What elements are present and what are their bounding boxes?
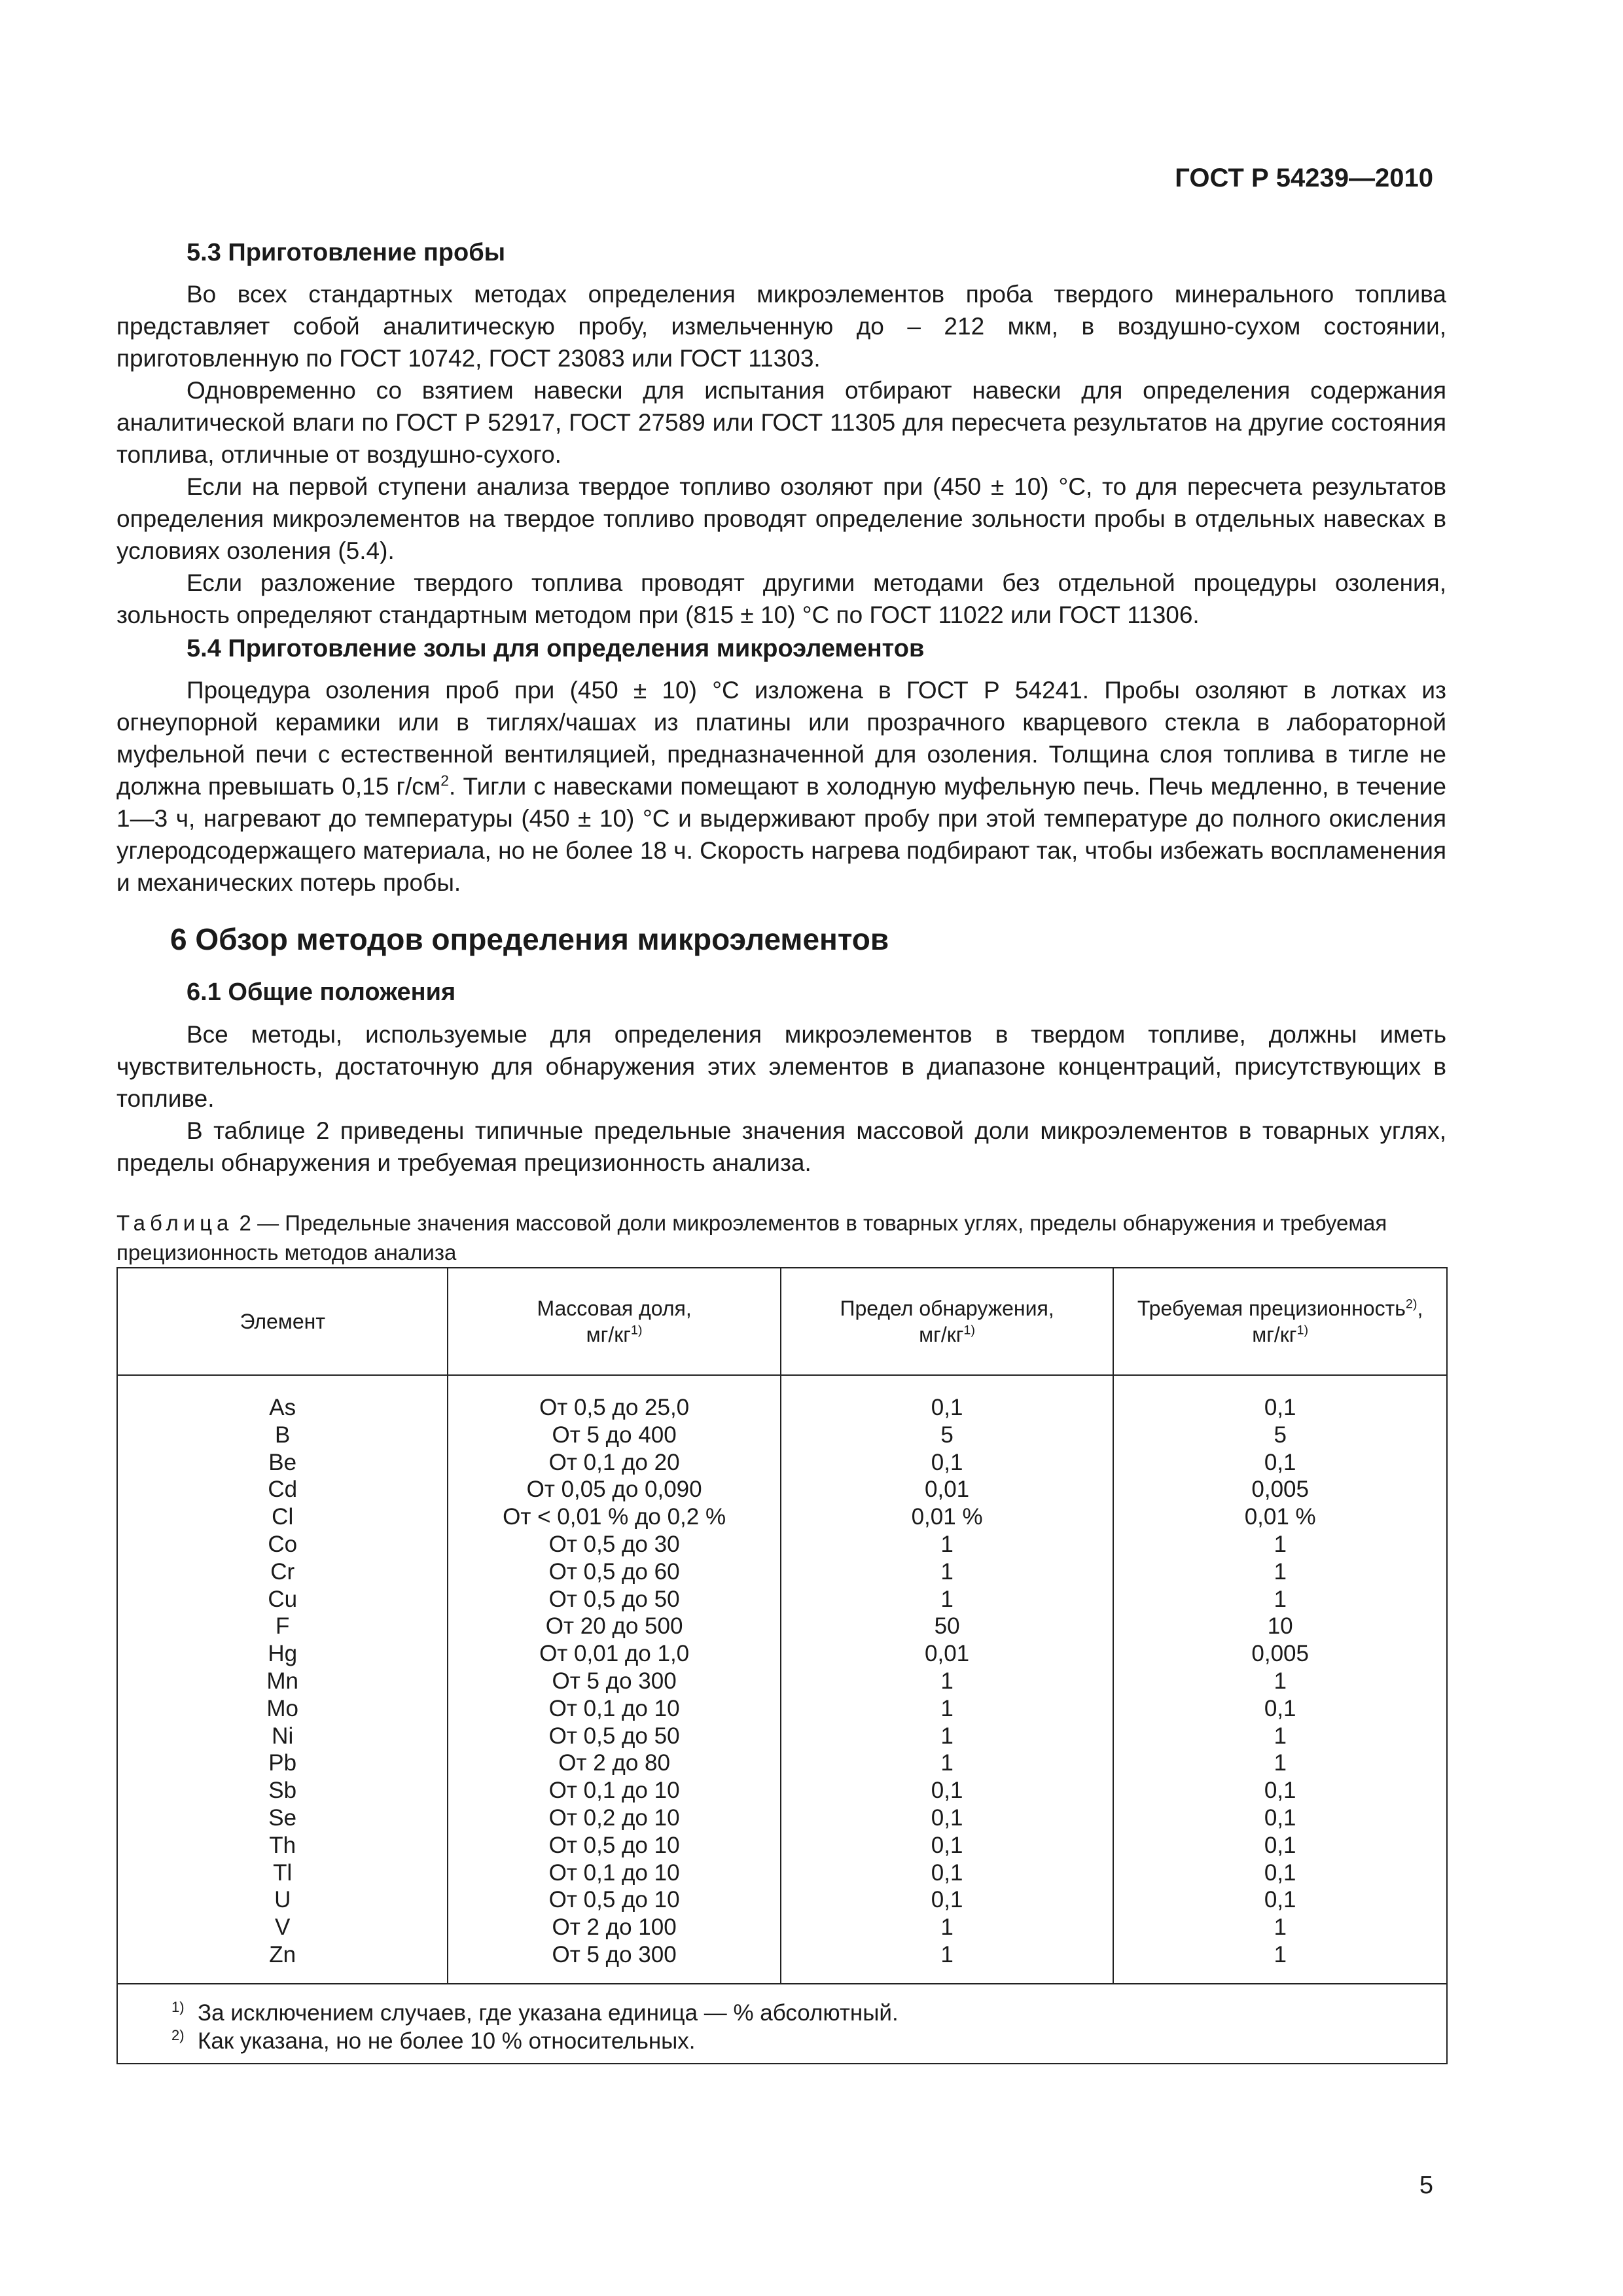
cell-element: B bbox=[117, 1422, 448, 1449]
cell-element: Pb bbox=[117, 1749, 448, 1777]
cell-mass-fraction: От 0,1 до 20 bbox=[448, 1449, 780, 1477]
paragraph-5-4-part1: Процедура озоления проб при (450 ± 10) °С изложена в ГОСТ Р 54241. Пробы озоляют в лотках из огнеупорной керамики или в тиглях/чашах из платины или прозрачного кварцевого стекла в лабораторной муфельной печи с естественной вентиляцией, предназначенной для озоления. Толщина слоя топлива в тигле не должна превышать 0,15 г/см bbox=[116, 677, 1446, 800]
table-row bbox=[117, 1914, 1447, 1941]
cell-mass-fraction: От < 0,01 % до 0,2 % bbox=[448, 1503, 780, 1531]
cell-mass-fraction: От 0,1 до 10 bbox=[448, 1695, 780, 1723]
table-caption-label: Таблица bbox=[116, 1211, 234, 1235]
cell-precision: 0,1 bbox=[1113, 1859, 1447, 1887]
cell-element: Mo bbox=[117, 1695, 448, 1723]
cell-detection-limit: 0,01 bbox=[781, 1640, 1114, 1668]
cell-element: Cl bbox=[117, 1503, 448, 1531]
heading-6-1: 6.1 Общие положения bbox=[187, 978, 456, 1006]
cell-element: As bbox=[117, 1375, 448, 1422]
cell-precision: 1 bbox=[1113, 1558, 1447, 1586]
header-detection-limit: Предел обнаружения, $мг/кг^{1)}$ bbox=[781, 1268, 1114, 1375]
footnote-2-text: Как указана, но не более 10 % относительных. bbox=[198, 2028, 696, 2054]
cell-precision: 1 bbox=[1113, 1586, 1447, 1613]
table-row bbox=[117, 1668, 1447, 1695]
paragraph-6-1-2: В таблице 2 приведены типичные предельные значения массовой доли микроэлементов в товарных углях, пределы обнаружения и требуемая прецизионность анализа. bbox=[116, 1117, 1446, 1176]
heading-6: 6 Обзор методов определения микроэлементов bbox=[170, 922, 889, 956]
cell-mass-fraction: От 0,5 до 10 bbox=[448, 1886, 780, 1914]
cell-detection-limit: 0,1 bbox=[781, 1804, 1114, 1832]
header-mass-fraction: Массовая доля, $мг/кг^{1)}$ bbox=[448, 1268, 780, 1375]
table-row bbox=[117, 1723, 1447, 1750]
table-row bbox=[117, 1531, 1447, 1558]
table-row bbox=[117, 1749, 1447, 1777]
cell-mass-fraction: От 0,01 до 1,0 bbox=[448, 1640, 780, 1668]
cell-mass-fraction: От 0,5 до 10 bbox=[448, 1832, 780, 1859]
cell-element: Sb bbox=[117, 1777, 448, 1804]
table-row bbox=[117, 1613, 1447, 1640]
cell-precision: 0,1 bbox=[1113, 1375, 1447, 1422]
cell-mass-fraction: От 5 до 400 bbox=[448, 1422, 780, 1449]
cell-precision: 0,1 bbox=[1113, 1449, 1447, 1477]
table-row bbox=[117, 1375, 1447, 1422]
cell-element: U bbox=[117, 1886, 448, 1914]
table-row bbox=[117, 1422, 1447, 1449]
cell-mass-fraction: От 20 до 500 bbox=[448, 1613, 780, 1640]
footnote-1-text: За исключением случаев, где указана единица — % абсолютный. bbox=[198, 2000, 899, 2026]
cell-detection-limit: 1 bbox=[781, 1914, 1114, 1941]
cell-precision: 1 bbox=[1113, 1668, 1447, 1695]
table-caption-text: 2 — Предельные значения массовой доли микроэлементов в товарных углях, пределы обнаружения и требуемая прецизионность методов анализа bbox=[116, 1211, 1387, 1265]
footnote-2: 2) Как указана, но не более 10 % относительных. bbox=[171, 2027, 696, 2054]
table-row bbox=[117, 1503, 1447, 1531]
cell-precision: 0,1 bbox=[1113, 1695, 1447, 1723]
table-row bbox=[117, 1640, 1447, 1668]
header-element: Элемент bbox=[117, 1268, 448, 1375]
cell-precision: 0,1 bbox=[1113, 1777, 1447, 1804]
cell-element: Ni bbox=[117, 1723, 448, 1750]
paragraph-5-3-2: Одновременно со взятием навески для испытания отбирают навески для определения содержания аналитической влаги по ГОСТ Р 52917, ГОСТ 27589 или ГОСТ 11305 для пересчета результатов на другие состояния топлива, отличные от воздушно-сухого. bbox=[116, 377, 1446, 468]
cell-detection-limit: 1 bbox=[781, 1531, 1114, 1558]
cell-element: Zn bbox=[117, 1941, 448, 1984]
table-row bbox=[117, 1777, 1447, 1804]
table-row bbox=[117, 1832, 1447, 1859]
heading-5-3: 5.3 Приготовление пробы bbox=[187, 239, 506, 266]
table-footnotes bbox=[117, 1984, 1447, 2064]
cell-detection-limit: 1 bbox=[781, 1723, 1114, 1750]
table-row bbox=[117, 1859, 1447, 1887]
cell-detection-limit: 1 bbox=[781, 1586, 1114, 1613]
cell-detection-limit: 0,1 bbox=[781, 1886, 1114, 1914]
cell-element: Cu bbox=[117, 1586, 448, 1613]
table-row bbox=[117, 1695, 1447, 1723]
cell-detection-limit: 0,1 bbox=[781, 1832, 1114, 1859]
cell-precision: 0,01 % bbox=[1113, 1503, 1447, 1531]
cell-element: Mn bbox=[117, 1668, 448, 1695]
doc-id: ГОСТ Р 54239—2010 bbox=[1175, 164, 1433, 192]
cell-precision: 0,1 bbox=[1113, 1832, 1447, 1859]
cell-mass-fraction: От 0,5 до 60 bbox=[448, 1558, 780, 1586]
header-precision: Требуемая прецизионность$^{2)}$, $мг/кг^{1)}$ bbox=[1113, 1268, 1447, 1375]
cell-detection-limit: 0,1 bbox=[781, 1777, 1114, 1804]
table-caption bbox=[116, 1208, 1425, 1267]
cell-mass-fraction: От 5 до 300 bbox=[448, 1668, 780, 1695]
cell-precision: 0,1 bbox=[1113, 1886, 1447, 1914]
cell-detection-limit: 0,1 bbox=[781, 1375, 1114, 1422]
cell-element: Th bbox=[117, 1832, 448, 1859]
microelements-table bbox=[116, 1267, 1448, 2064]
superscript-2: 2 bbox=[440, 772, 450, 789]
table-row bbox=[117, 1804, 1447, 1832]
cell-detection-limit: 1 bbox=[781, 1695, 1114, 1723]
paragraph-5-4 bbox=[116, 674, 1446, 899]
cell-detection-limit: 0,1 bbox=[781, 1449, 1114, 1477]
cell-precision: 0,005 bbox=[1113, 1476, 1447, 1503]
cell-detection-limit: 50 bbox=[781, 1613, 1114, 1640]
cell-detection-limit: 0,1 bbox=[781, 1859, 1114, 1887]
table-row bbox=[117, 1449, 1447, 1477]
cell-precision: 1 bbox=[1113, 1749, 1447, 1777]
paragraph-5-3-3: Если на первой ступени анализа твердое топливо озоляют при (450 ± 10) °С, то для пересчета результатов определения микроэлементов на твердое топливо проводят определение зольности пробы в отдельных навесках в условиях озоления (5.4). bbox=[116, 473, 1446, 564]
paragraph-5-3-4: Если разложение твердого топлива проводят другими методами без отдельной процедуры озоления, зольность определяют стандартным методом при (815 ± 10) °С по ГОСТ 11022 или ГОСТ 11306. bbox=[116, 569, 1446, 628]
cell-detection-limit: 0,01 bbox=[781, 1476, 1114, 1503]
cell-detection-limit: 0,01 % bbox=[781, 1503, 1114, 1531]
cell-element: F bbox=[117, 1613, 448, 1640]
cell-element: Se bbox=[117, 1804, 448, 1832]
cell-detection-limit: 1 bbox=[781, 1941, 1114, 1984]
cell-detection-limit: 1 bbox=[781, 1558, 1114, 1586]
table-row bbox=[117, 1476, 1447, 1503]
cell-element: Be bbox=[117, 1449, 448, 1477]
cell-mass-fraction: От 0,5 до 50 bbox=[448, 1586, 780, 1613]
cell-precision: 1 bbox=[1113, 1941, 1447, 1984]
table-row bbox=[117, 1586, 1447, 1613]
cell-precision: 5 bbox=[1113, 1422, 1447, 1449]
table-row bbox=[117, 1886, 1447, 1914]
cell-detection-limit: 5 bbox=[781, 1422, 1114, 1449]
table-footnotes-row bbox=[117, 1984, 1447, 2064]
cell-precision: 0,005 bbox=[1113, 1640, 1447, 1668]
cell-mass-fraction: От 0,5 до 25,0 bbox=[448, 1375, 780, 1422]
cell-mass-fraction: От 0,5 до 30 bbox=[448, 1531, 780, 1558]
table-row bbox=[117, 1941, 1447, 1984]
cell-mass-fraction: От 0,2 до 10 bbox=[448, 1804, 780, 1832]
paragraph-6-1-1: Все методы, используемые для определения микроэлементов в твердом топливе, должны иметь чувствительность, достаточную для обнаружения этих элементов в диапазоне концентраций, присутствующих в топливе. bbox=[116, 1021, 1446, 1112]
cell-mass-fraction: От 0,05 до 0,090 bbox=[448, 1476, 780, 1503]
cell-precision: 1 bbox=[1113, 1914, 1447, 1941]
heading-5-4: 5.4 Приготовление золы для определения микроэлементов bbox=[187, 635, 925, 662]
cell-detection-limit: 1 bbox=[781, 1668, 1114, 1695]
cell-precision: 0,1 bbox=[1113, 1804, 1447, 1832]
page-number: 5 bbox=[1419, 2172, 1433, 2199]
table-header-row bbox=[117, 1268, 1447, 1375]
cell-precision: 1 bbox=[1113, 1723, 1447, 1750]
table-row bbox=[117, 1558, 1447, 1586]
cell-mass-fraction: От 2 до 100 bbox=[448, 1914, 780, 1941]
cell-precision: 1 bbox=[1113, 1531, 1447, 1558]
footnote-1: 1) За исключением случаев, где указана единица — % абсолютный. bbox=[171, 1999, 899, 2026]
table-body bbox=[117, 1375, 1447, 1984]
cell-precision: 10 bbox=[1113, 1613, 1447, 1640]
cell-mass-fraction: От 0,1 до 10 bbox=[448, 1777, 780, 1804]
cell-mass-fraction: От 0,5 до 50 bbox=[448, 1723, 780, 1750]
paragraph-5-4-part2: . Тигли с навесками помещают в холодную муфельную печь. Печь медленно, в течение 1—3 ч, нагревают до температуры (450 ± 10) °С и выдерживают пробу при этой температуре до полного окисления углеродсодержащего материала, но не более 18 ч. Скорость нагрева подбирают так, чтобы избежать воспламенения и механических потерь пробы. bbox=[116, 773, 1446, 896]
cell-element: V bbox=[117, 1914, 448, 1941]
cell-element: Co bbox=[117, 1531, 448, 1558]
cell-mass-fraction: От 0,1 до 10 bbox=[448, 1859, 780, 1887]
cell-element: Tl bbox=[117, 1859, 448, 1887]
cell-element: Cd bbox=[117, 1476, 448, 1503]
cell-detection-limit: 1 bbox=[781, 1749, 1114, 1777]
cell-element: Cr bbox=[117, 1558, 448, 1586]
paragraph-5-3-1: Во всех стандартных методах определения микроэлементов проба твердого минерального топлива представляет собой аналитическую пробу, измельченную до – 212 мкм, в воздушно-сухом состоянии, приготовленную по ГОСТ 10742, ГОСТ 23083 или ГОСТ 11303. bbox=[116, 281, 1446, 372]
cell-mass-fraction: От 2 до 80 bbox=[448, 1749, 780, 1777]
cell-mass-fraction: От 5 до 300 bbox=[448, 1941, 780, 1984]
cell-element: Hg bbox=[117, 1640, 448, 1668]
